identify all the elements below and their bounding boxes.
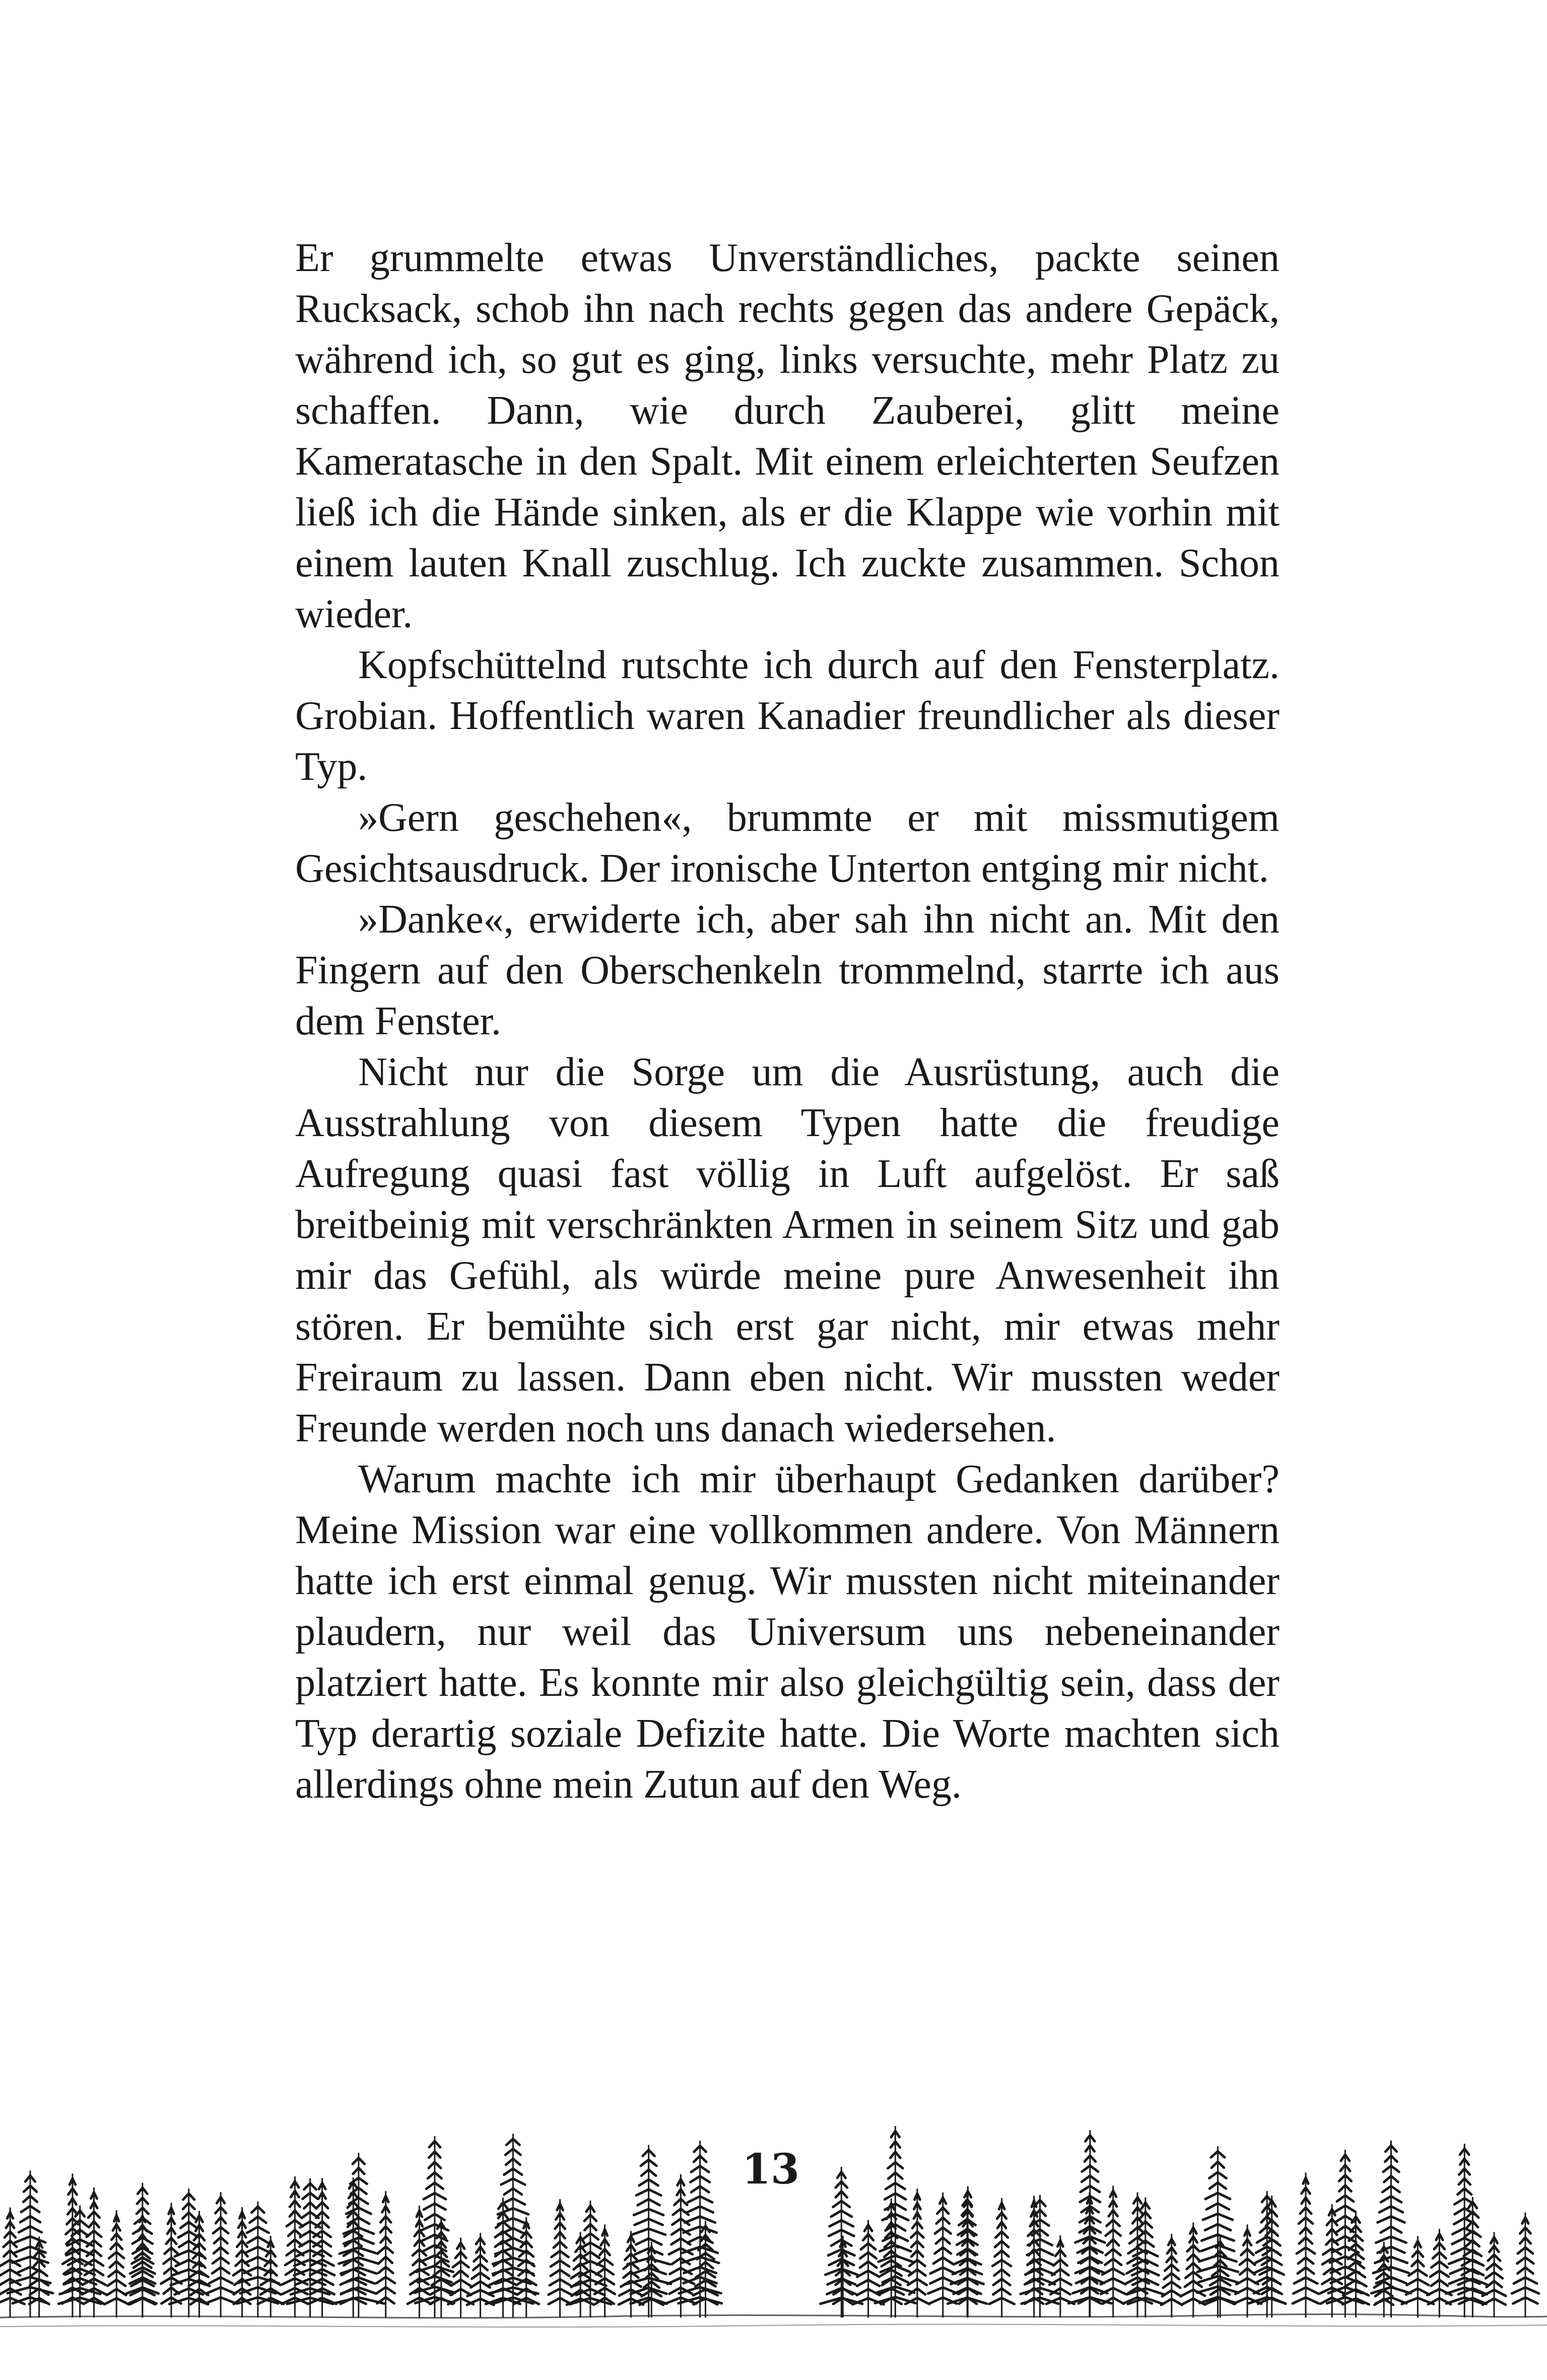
body-text (295, 233, 1280, 1810)
paragraph-6: Warum machte ich mir überhaupt Gedanken darüber? Meine Mission war eine vollkommen andere. Von Männern hatte ich erst einmal genug. Wir mussten nicht miteinander plaudern, nur weil das Universum uns nebeneinander platziert hatte. Es konnte mir also gleichgültig sein, dass der Typ derartig soziale Defizite hatte. Die Worte machten sich allerdings ohne mein Zutun auf den Weg. (295, 1457, 1280, 1807)
page-number: 13 (742, 2145, 800, 2194)
paragraph-3: »Gern geschehen«, brummte er mit missmutigem Gesichtsausdruck. Der ironische Unterton entging mir nicht. (295, 796, 1280, 891)
paragraph-5: Nicht nur die Sorge um die Ausrüstung, auch die Ausstrahlung von diesem Typen hatte die freudige Aufregung quasi fast völlig in Luft aufgelöst. Er saß breitbeinig mit verschränkten Armen in seinem Sitz und gab mir das Gefühl, als würde meine pure Anwesenheit ihn stören. Er bemühte sich erst gar nicht, mir etwas mehr Freiraum zu lassen. Dann eben nicht. Wir mussten weder Freunde werden noch uns danach wiedersehen. (295, 1050, 1280, 1450)
pine-forest-illustration (0, 2081, 1547, 2380)
paragraph-2: Kopfschüttelnd rutschte ich durch auf den Fensterplatz. Grobian. Hoffentlich waren Kanadier freundlicher als dieser Typ. (295, 643, 1280, 789)
paragraph-1: Er grummelte etwas Unverständliches, packte seinen Rucksack, schob ihn nach rechts gegen das andere Gepäck, während ich, so gut es ging, links versuchte, mehr Platz zu schaffen. Dann, wie durch Zauberei, glitt meine Kameratasche in den Spalt. Mit einem erleichterten Seufzen ließ ich die Hände sinken, als er die Klappe wie vorhin mit einem lauten Knall zuschlug. Ich zuckte zusammen. Schon wieder. (295, 236, 1280, 636)
paragraph-4: »Danke«, erwiderte ich, aber sah ihn nicht an. Mit den Fingern auf den Oberschenkeln trommelnd, starrte ich aus dem Fenster. (295, 897, 1280, 1043)
